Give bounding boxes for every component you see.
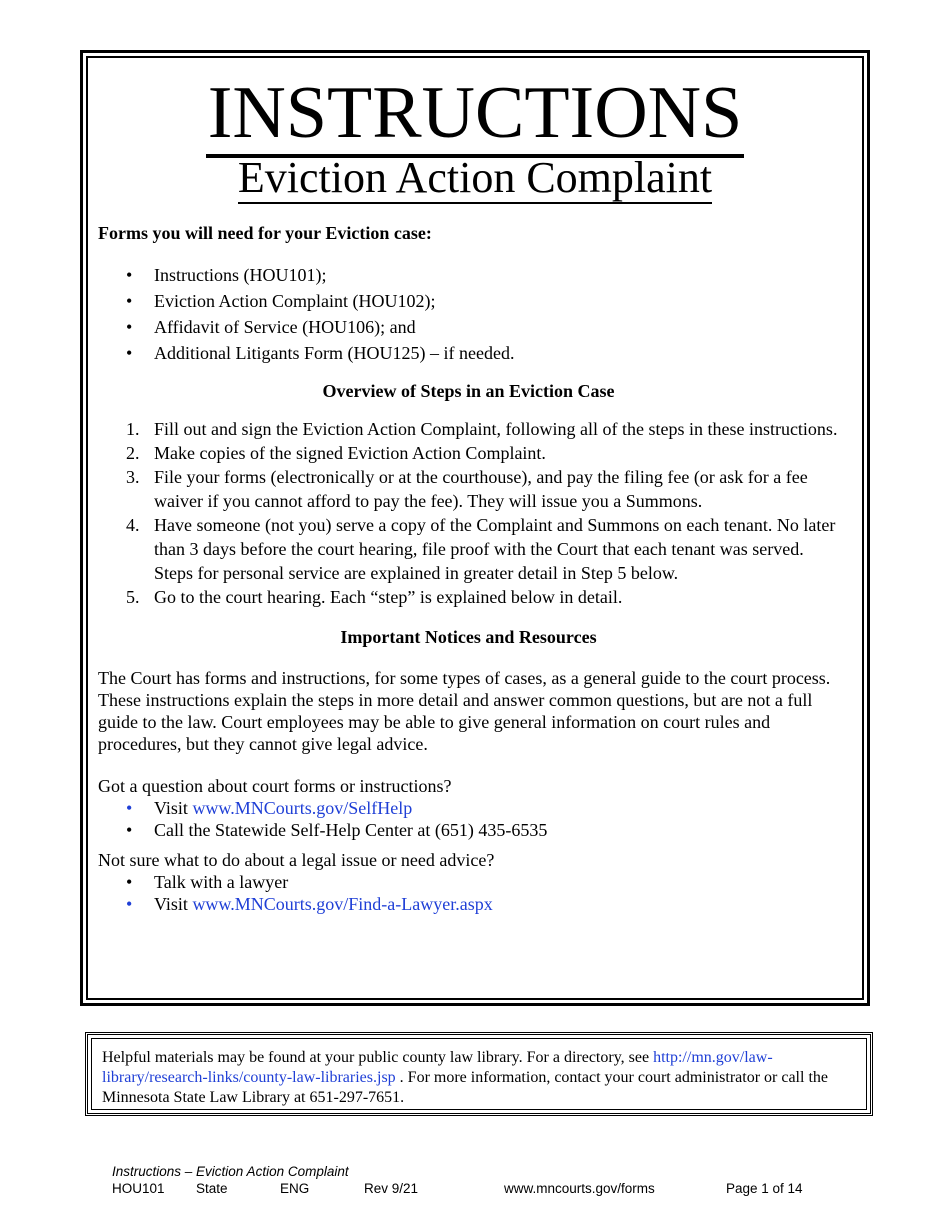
list-item [98,585,839,609]
step-number: 3. [126,467,140,487]
steps-list [98,417,839,609]
footer-row [112,1180,872,1197]
form-code: HOU101 [112,1181,165,1196]
footer-url: www.mncourts.gov/forms [504,1181,655,1196]
list-item: • Visit www.MNCourts.gov/Find-a-Lawyer.aspx [126,894,493,914]
law-library-notice [85,1032,873,1116]
page-number: Page 1 of 14 [726,1181,803,1196]
list-item: • Visit www.MNCourts.gov/SelfHelp [126,798,413,818]
forms-list [98,263,839,367]
list-item: • Additional Litigants Form (HOU125) – if needed. [98,341,839,367]
page-footer [112,1163,872,1197]
list-item [98,417,839,441]
bullet-icon: • [126,820,133,840]
advice-resources-list [98,871,839,915]
list-item: • Affidavit of Service (HOU106); and [98,315,839,341]
step-number: 2. [126,443,140,463]
list-item: • Eviction Action Complaint (HOU102); [98,289,839,315]
step-text: Fill out and sign the Eviction Action Complaint, following all of the steps in these instructions. [154,419,838,439]
list-item [98,441,839,465]
footer-title: Instructions – Eviction Action Complaint [112,1164,349,1179]
steps-heading: Overview of Steps in an Eviction Case [322,381,615,401]
find-lawyer-link[interactable]: www.MNCourts.gov/Find-a-Lawyer.aspx [192,894,493,914]
forms-resources-list [98,797,839,841]
form-revision: Rev 9/21 [364,1181,419,1196]
list-item: • Call the Statewide Self-Help Center at (651) 435-6535 [126,820,548,840]
instructions-frame [80,50,870,1006]
law-library-link[interactable]: http://mn.gov/law-library/research-links/county-law-libraries.jsp [102,1049,773,1086]
bullet-icon: • [126,894,133,914]
step-text: Have someone (not you) serve a copy of the Complaint and Summons on each tenant. No later than 3 days before the court hearing, file proof with the Court that each tenant was served. Steps for personal service are explained in greater detail in Step 5 below. [154,515,836,583]
forms-question: Got a question about court forms or instructions? [98,776,452,796]
selfhelp-link[interactable]: www.MNCourts.gov/SelfHelp [192,798,413,818]
page-title: INSTRUCTIONS [83,73,867,153]
step-text: Make copies of the signed Eviction Action Complaint. [154,443,546,463]
instructions-content [98,221,839,915]
notices-heading: Important Notices and Resources [340,627,597,647]
step-number: 5. [126,587,140,607]
step-number: 1. [126,419,140,439]
law-library-notice-text: Helpful materials may be found at your public county law library. For a directory, see http://mn.gov/law-library/research-links/county-law-libraries.jsp . For more information, contact your court administrator or call the Minnesota State Law Library at 651-297-7651. [91,1038,867,1110]
step-number: 4. [126,515,140,535]
advice-question: Not sure what to do about a legal issue or need advice? [98,850,495,870]
forms-heading: Forms you will need for your Eviction case: [98,223,432,243]
form-language: ENG [280,1181,310,1196]
notices-paragraph: The Court has forms and instructions, for some types of cases, as a general guide to the court process. These instructions explain the steps in more detail and answer common questions, but are not a full guide to the law. Court employees may be able to give general information on court rules and procedures, but they cannot give legal advice. [98,668,831,754]
list-item [98,465,839,513]
form-state: State [196,1181,228,1196]
bullet-icon: • [126,872,133,892]
list-item [98,513,839,585]
list-item: • Talk with a lawyer [126,872,289,892]
bullet-icon: • [126,798,133,818]
page-subtitle: Eviction Action Complaint [237,153,713,202]
list-item: • Instructions (HOU101); [98,263,839,289]
step-text: Go to the court hearing. Each “step” is explained below in detail. [154,587,623,607]
step-text: File your forms (electronically or at the courthouse), and pay the filing fee (or ask for a fee waiver if you cannot afford to pay the fee). They will issue you a Summons. [154,467,808,511]
